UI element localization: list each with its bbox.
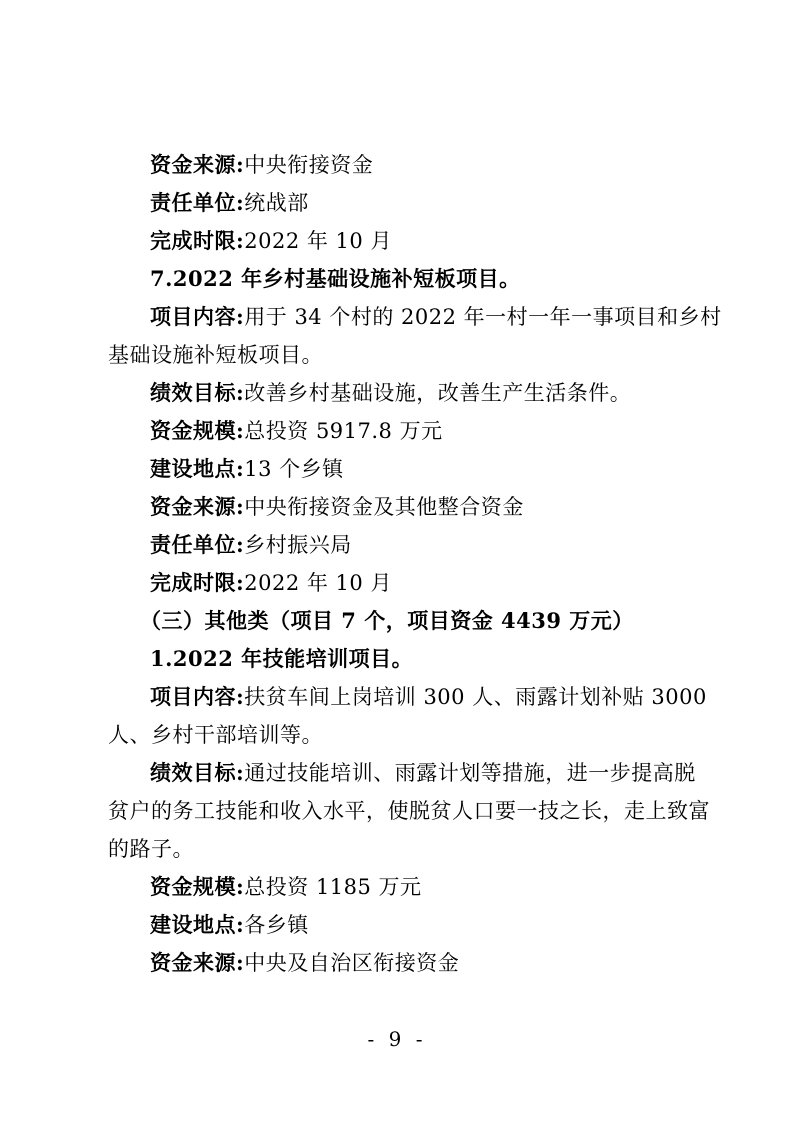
project-content-line-3: [150, 682, 707, 712]
project-heading-1: 1.2022 年技能培训项目。: [150, 646, 414, 671]
field-label: 责任单位:: [150, 532, 245, 557]
responsible-unit-line-1: [150, 188, 309, 218]
field-label: 绩效目标:: [150, 760, 245, 785]
field-value: 通过技能培训、雨露计划等措施，进一步提高脱: [244, 761, 696, 785]
project-content-line-2: [150, 302, 722, 332]
field-label: 建设地点:: [150, 456, 245, 481]
field-value: 统战部: [244, 191, 309, 215]
field-label: 建设地点:: [150, 912, 245, 937]
field-label: 项目内容:: [150, 304, 245, 329]
project-heading-7: 7.2022 年乡村基础设施补短板项目。: [150, 266, 521, 291]
field-value: 中央衔接资金: [244, 153, 374, 177]
field-label: 资金来源:: [150, 152, 245, 177]
deadline-line-2: [150, 568, 392, 598]
page-number: - 9 -: [367, 1027, 427, 1051]
funding-source-line-2: [150, 492, 524, 522]
field-value: 扶贫车间上岗培训 300 人、雨露计划补贴 3000: [244, 685, 707, 709]
field-label: 责任单位:: [150, 190, 245, 215]
construction-site-line-3: [150, 910, 309, 940]
funding-scale-line-3: [150, 872, 422, 902]
field-label: 资金规模:: [150, 874, 245, 899]
field-value: 中央及自治区衔接资金: [244, 951, 460, 975]
field-value: 总投资 5917.8 万元: [244, 419, 443, 443]
funding-source-line-1: [150, 150, 373, 180]
funding-source-line-3: [150, 948, 459, 978]
field-value: 各乡镇: [244, 913, 309, 937]
deadline-line-1: [150, 226, 392, 256]
field-value: 乡村振兴局: [244, 533, 352, 557]
field-value: 13 个乡镇: [244, 457, 344, 481]
project-content-continuation-2: 基础设施补短板项目。: [108, 343, 323, 367]
responsible-unit-line-2: [150, 530, 352, 560]
field-label: 资金来源:: [150, 950, 245, 975]
performance-goal-line-2: [150, 378, 631, 408]
section-heading-other: （三）其他类（项目 7 个，项目资金 4439 万元）: [140, 608, 634, 633]
project-content-continuation-3: 人、乡村干部培训等。: [108, 723, 323, 747]
field-label: 完成时限:: [150, 228, 245, 253]
performance-goal-continuation-3b: 的路子。: [108, 837, 194, 861]
field-value: 中央衔接资金及其他整合资金: [244, 495, 524, 519]
performance-goal-continuation-3a: 贫户的务工技能和收入水平，使脱贫人口要一技之长，走上致富: [108, 799, 710, 823]
construction-site-line-2: [150, 454, 344, 484]
field-value: 改善乡村基础设施，改善生产生活条件。: [244, 381, 632, 405]
field-label: 项目内容:: [150, 684, 245, 709]
field-value: 用于 34 个村的 2022 年一村一年一事项目和乡村: [244, 305, 722, 329]
field-label: 资金来源:: [150, 494, 245, 519]
performance-goal-line-3: [150, 758, 694, 788]
field-value: 总投资 1185 万元: [244, 875, 422, 899]
field-label: 资金规模:: [150, 418, 245, 443]
field-label: 完成时限:: [150, 570, 245, 595]
funding-scale-line-2: [150, 416, 443, 446]
field-value: 2022 年 10 月: [244, 229, 392, 253]
field-value: 2022 年 10 月: [244, 571, 392, 595]
field-label: 绩效目标:: [150, 380, 245, 405]
